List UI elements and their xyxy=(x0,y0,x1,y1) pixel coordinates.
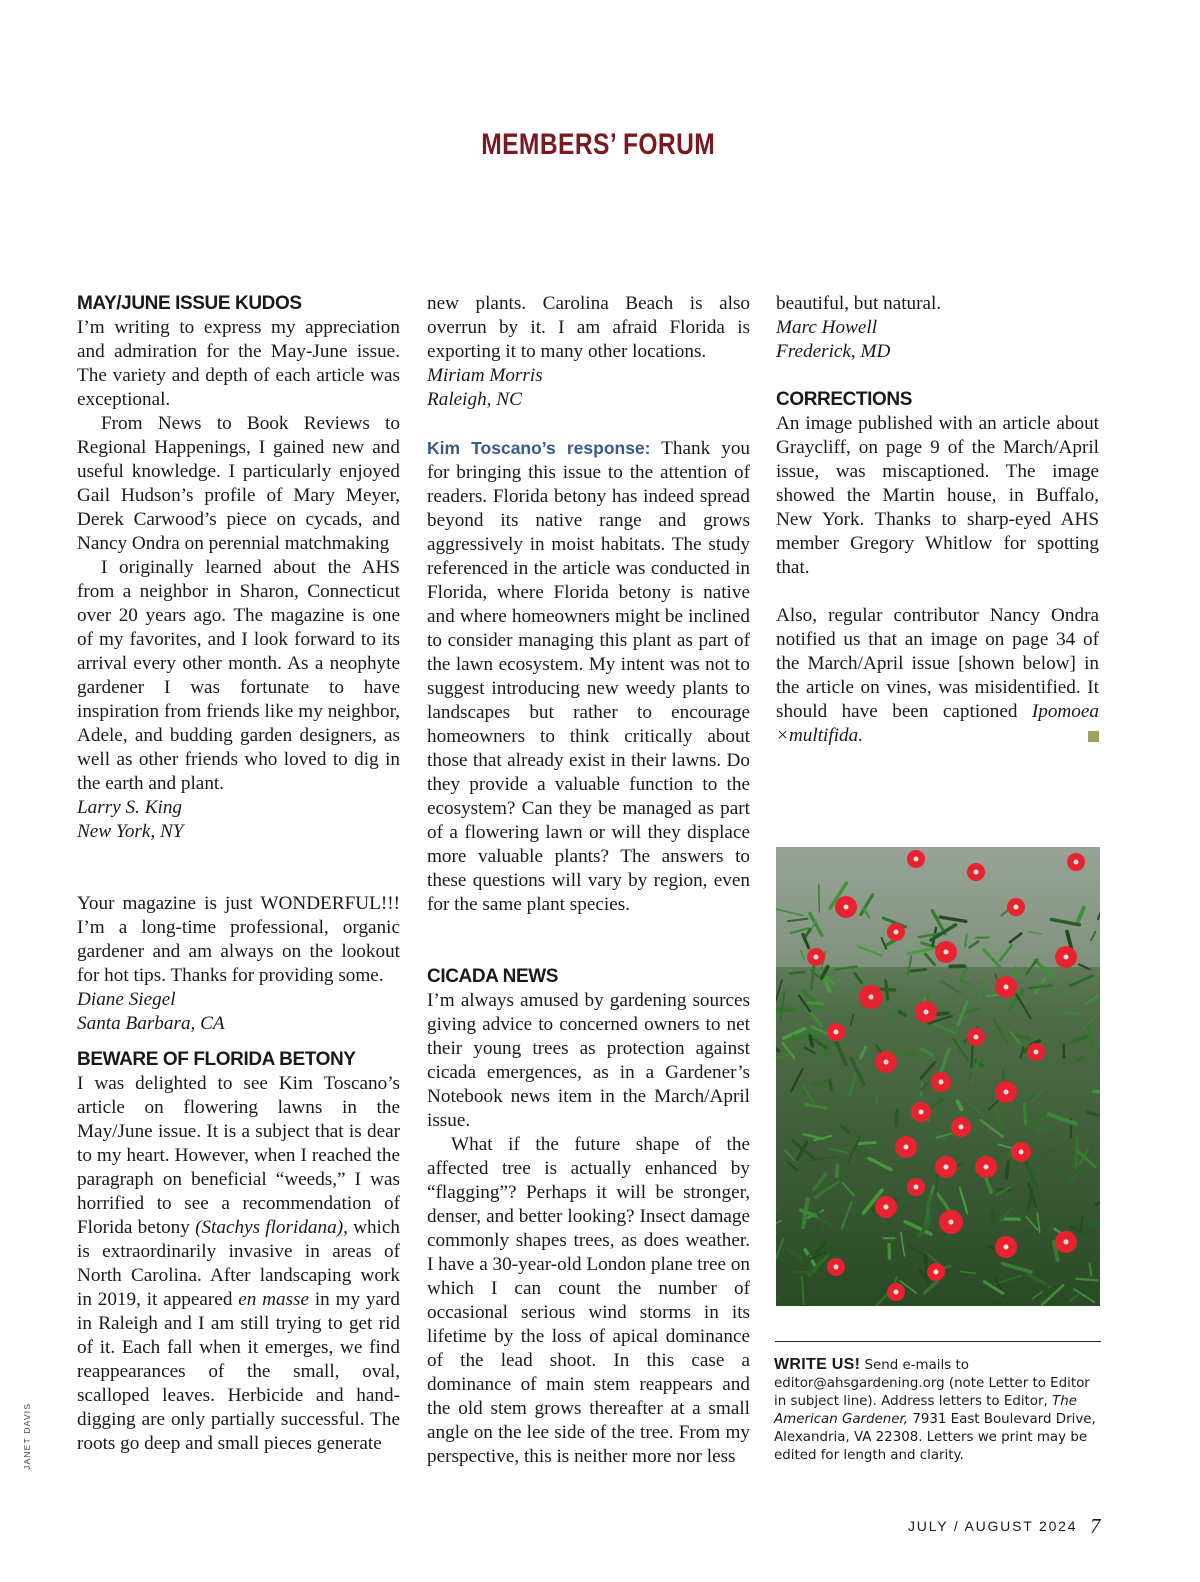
flower-mark xyxy=(907,850,925,868)
flower-mark xyxy=(951,1117,971,1137)
betony-species: (Stachys floridana) xyxy=(195,1217,344,1238)
end-mark-icon xyxy=(1088,731,1099,742)
leaf-mark xyxy=(809,1003,823,1004)
leaf-mark xyxy=(837,1166,838,1176)
cicada-p2-text: What if the future shape of the affected tree is actually enhanced by “flagging”? Perhaps it will be stronger, denser, and better looking? Insect damage commonly shapes trees, as does weather. I have a 30-year-old London plane tree on which I can count the number of occasional serious wind storms in its lifetime by the loss of apical dominance of the lead shoot. In this case a dominance of main stem reappears and the old stem grows thereafter at a small angle on the lee side of the tree. From my perspective, this is neither more nor less xyxy=(427,1134,751,1467)
corrections-text: Also, regular contributor Nancy Ondra notified us that an image on page 34 of the March/April issue [shown below] in the article on vines, was misidentified. It should have been captioned xyxy=(776,605,1099,722)
write-us-magazine: The American Gardener, xyxy=(774,1394,1077,1427)
leaf-mark xyxy=(1024,1104,1025,1124)
wonderful-signature-place: Santa Barbara, CA xyxy=(77,1013,225,1034)
flower-mark xyxy=(875,1196,897,1218)
leaf-mark xyxy=(1015,968,1017,976)
cicada-continued xyxy=(776,292,1099,316)
flower-mark xyxy=(887,923,905,941)
kudos-paragraph-2: From News to Book Reviews to Regional Happenings, I gained new and useful knowledge. I particularly enjoyed Gail Hudson’s profile of Mary Meyer, Derek Carwood’s piece on cycads, and Nancy Ondra on perennial matchmaking xyxy=(77,413,400,554)
leaf-mark xyxy=(858,1143,875,1144)
page-title: MEMBERS’ FORUM xyxy=(481,128,716,161)
flower-mark xyxy=(935,1156,957,1178)
leaf-mark xyxy=(792,1272,817,1273)
flower-mark xyxy=(967,1028,985,1046)
flower-mark xyxy=(927,1263,945,1281)
heading-kudos: MAY/JUNE ISSUE KUDOS xyxy=(77,293,302,314)
flower-mark xyxy=(911,1102,931,1122)
kudos-paragraph-1: I’m writing to express my appreciation and admiration for the May-June issue. The variety and depth of each article was exceptional. xyxy=(77,317,400,410)
write-us-divider xyxy=(775,1341,1101,1342)
betony-en-masse: en masse xyxy=(238,1289,310,1310)
flower-mark xyxy=(995,1081,1017,1103)
flower-mark xyxy=(827,1258,845,1276)
cicada-paragraph-2 xyxy=(427,1133,750,1469)
column-2 xyxy=(427,292,750,1469)
flower-mark xyxy=(915,1001,937,1023)
response-paragraph xyxy=(427,436,750,917)
leaf-mark xyxy=(991,1212,993,1223)
flower-mark xyxy=(967,863,985,881)
write-us-box xyxy=(774,1356,1104,1465)
continued-text: new plants. Carolina Beach is also overrun by it. I am afraid Florida is exporting it to many other locations. xyxy=(427,293,750,362)
heading-corrections: CORRECTIONS xyxy=(776,389,912,410)
kudos-signature-name: Larry S. King xyxy=(77,797,183,818)
leaf-mark xyxy=(1076,1138,1077,1168)
flower-mark xyxy=(859,985,883,1009)
flower-mark xyxy=(895,1136,917,1158)
betony-text-a: I was delighted to see Kim Toscano’s article on flowering lawns in the May/June issue. It is a subject that is dear to my heart. However, when I reached the paragraph on beneficial “weeds,” I was horrified to see a recommendation of Florida betony xyxy=(77,1073,400,1238)
cicada-signature-place: Frederick, MD xyxy=(776,341,891,362)
betony-continued xyxy=(427,292,750,364)
flower-mark xyxy=(907,1178,925,1196)
write-us-text-b: 7931 East Boulevard Drive, Alexandria, VA 22308. Letters we print may be edited for length and clarity. xyxy=(774,1412,1096,1463)
leaf-mark xyxy=(1038,1128,1048,1130)
leaf-mark xyxy=(896,1111,897,1125)
corrections-species: Ipomoea ×multifida. xyxy=(776,701,1099,746)
corrections-paragraph-1: An image published with an article about Graycliff, on page 9 of the March/April issue, was miscaptioned. The image showed the Martin house, in Buffalo, New York. Thanks to sharp-eyed AHS member Gregory Whitlow for spotting that. xyxy=(776,413,1099,578)
page-number: 7 xyxy=(1090,1514,1101,1538)
betony-signature-place: Raleigh, NC xyxy=(427,389,522,410)
column-3 xyxy=(776,292,1099,748)
write-us-lead: WRITE US! xyxy=(774,1356,861,1373)
heading-cicada: CICADA NEWS xyxy=(427,966,559,987)
flower-mark xyxy=(995,1236,1017,1258)
wonderful-paragraph: Your magazine is just WONDERFUL!!! I’m a long-time professional, organic gardener and am always on the lookout for hot tips. Thanks for providing some. xyxy=(77,893,400,986)
leaf-mark xyxy=(1007,1162,1009,1178)
photo-credit-text: JANET DAVIS xyxy=(22,1402,32,1470)
leaf-mark xyxy=(810,1036,812,1046)
leaf-mark xyxy=(830,1080,832,1089)
leaf-mark xyxy=(1090,1263,1092,1275)
write-us-text-a: Send e-mails to editor@ahsgardening.org (note Letter to Editor in subject line). Address letters to Editor, xyxy=(774,1358,1090,1409)
flower-mark xyxy=(827,1023,845,1041)
cicada-signature-name: Marc Howell xyxy=(776,317,878,338)
betony-text-c: in my yard in Raleigh and I am still trying to get rid of it. Each fall when it emerges, we find reappearances of the small, oval, scalloped leaves. Herbicide and hand-digging are only partially successful. The roots go deep and small pieces generate xyxy=(77,1289,400,1454)
leaf-mark xyxy=(813,1083,822,1084)
leaf-mark xyxy=(1066,1013,1077,1015)
leaf-mark xyxy=(971,1045,972,1067)
cicada-paragraph-1: I’m always amused by gardening sources giving advice to concerned owners to net their young trees as protection against cicada emergences, as in a Gardener’s Notebook news item in the March/April issue. xyxy=(427,990,750,1131)
leaf-mark xyxy=(911,969,926,971)
kudos-paragraph-3: I originally learned about the AHS from a neighbor in Sharon, Connecticut over 20 years ago. The magazine is one of my favorites, and I look forward to its arrival every other month. As a neophyte gardener I was fortunate to have inspiration from friends like my neighbor, Adele, and budding garden designers, as well as other friends who loved to dig in the earth and plant. xyxy=(77,557,400,794)
flower-mark xyxy=(995,976,1017,998)
betony-paragraph xyxy=(77,1072,400,1456)
flower-mark xyxy=(807,948,825,966)
flower-mark xyxy=(875,1051,897,1073)
leaf-mark xyxy=(819,885,820,912)
flower-mark xyxy=(931,1072,951,1092)
ipomoea-flowers-image xyxy=(776,847,1100,1306)
kudos-signature-place: New York, NY xyxy=(77,821,184,842)
betony-signature-name: Miriam Morris xyxy=(427,365,543,386)
flower-mark xyxy=(835,896,857,918)
wonderful-signature-name: Diane Siegel xyxy=(77,989,176,1010)
continued-text: beautiful, but natural. xyxy=(776,293,942,314)
flower-mark xyxy=(1011,1142,1031,1162)
flower-mark xyxy=(939,1210,963,1234)
heading-betony: BEWARE OF FLORIDA BETONY xyxy=(77,1049,356,1070)
footer-issue: JULY / AUGUST 2024 xyxy=(908,1518,1078,1534)
response-text: Thank you for bringing this issue to the attention of readers. Florida betony has indeed spread beyond its native range and grows aggressively in moist habitats. The study referenced in the article was conducted in Florida, where Florida betony is native and where homeowners might be inclined to consider managing this plant as part of the lawn ecosystem. My intent was not to suggest introducing new weedy plants to landscapes but rather to encourage homeowners to think critically about those that already exist in their lawns. Do they provide a valuable function to the ecosystem? Can they be managed as part of a flowering lawn or will they displace more valuable plants? The answers to these questions will vary by region, even for the same plant species. xyxy=(427,438,751,915)
flower-mark xyxy=(1067,853,1085,871)
flower-mark xyxy=(935,941,957,963)
flower-mark xyxy=(975,1156,997,1178)
leaf-mark xyxy=(936,1175,937,1193)
leaf-mark xyxy=(876,1095,877,1103)
flower-mark xyxy=(887,1283,905,1301)
response-lead: Kim Toscano’s response: xyxy=(427,438,651,458)
flower-mark xyxy=(1055,946,1077,968)
leaf-mark xyxy=(790,972,803,973)
flower-mark xyxy=(1007,898,1025,916)
flower-mark xyxy=(1027,1043,1045,1061)
betony-text-b: , which is extraordinarily invasive in areas of North Carolina. After landscaping work in 2019, it appeared xyxy=(77,1217,400,1310)
ipomoea-photo xyxy=(776,847,1100,1306)
leaf-mark xyxy=(1077,1279,1098,1281)
flower-mark xyxy=(1055,1231,1077,1253)
column-1 xyxy=(77,292,400,1456)
corrections-paragraph-2 xyxy=(776,604,1099,748)
photo-credit xyxy=(22,1402,42,1470)
